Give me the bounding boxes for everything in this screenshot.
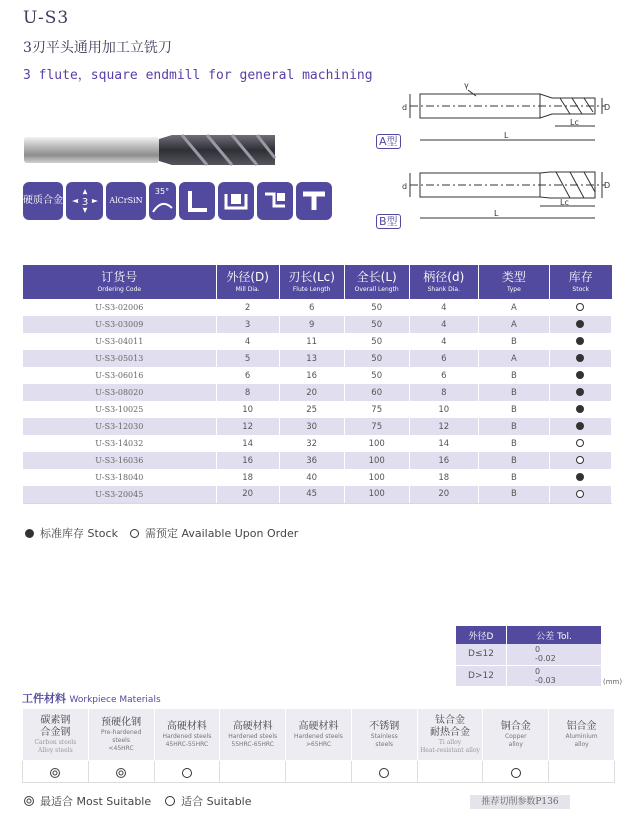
- cell-shank-dia: 8: [409, 384, 478, 401]
- cell-ordering-code: U-S3-18040: [23, 469, 216, 486]
- in-stock-icon: [576, 371, 584, 379]
- cell-mill-dia: 16: [216, 452, 279, 469]
- cell-stock: [549, 384, 611, 401]
- type-b-diagram: [380, 168, 620, 228]
- cell-type: B: [478, 469, 549, 486]
- header-stock: 库存 Stock: [549, 265, 611, 299]
- cell-overall-length: 100: [344, 469, 409, 486]
- cell-type: B: [478, 367, 549, 384]
- type-b-label: B型: [376, 214, 401, 229]
- tol-header-tol: 公差 Tol.: [507, 626, 602, 644]
- material-name-en: Carbon steels Alloy steels: [34, 738, 77, 754]
- helix-angle: 35°: [154, 187, 170, 196]
- cell-overall-length: 75: [344, 418, 409, 435]
- cell-stock: [549, 316, 611, 333]
- material-suitability-cell: [351, 761, 417, 783]
- tol-range: D>12: [456, 665, 507, 686]
- most-suitable-icon: [24, 796, 34, 806]
- cell-mill-dia: 2: [216, 299, 279, 316]
- cell-mill-dia: 6: [216, 367, 279, 384]
- product-title-cn: 3刃平头通用加工立铣刀: [23, 40, 172, 56]
- cell-ordering-code: U-S3-04011: [23, 333, 216, 350]
- cell-flute-length: 25: [279, 401, 344, 418]
- helix-angle-icon: [149, 182, 176, 220]
- table-row: [23, 384, 612, 401]
- header-flute-length: 刃长(Lc) Flute Length: [279, 265, 344, 299]
- table-row: [23, 469, 612, 486]
- cell-overall-length: 100: [344, 452, 409, 469]
- material-column-header: [23, 709, 89, 761]
- stock-legend-text: 标准库存 Stock: [40, 527, 118, 540]
- order-open-icon: [130, 529, 139, 538]
- dim-D-label: D: [604, 103, 611, 112]
- suitable-icon: [165, 796, 175, 806]
- material-name-en: Pre-hardened steels <45HRC: [100, 728, 142, 752]
- upon-order-icon: [576, 439, 584, 447]
- material-suitability-cell: [220, 761, 286, 783]
- material-name-en: Aluminium alloy: [565, 732, 598, 748]
- cell-shank-dia: 16: [409, 452, 478, 469]
- header-overall-length: 全长(L) Overall Length: [344, 265, 409, 299]
- cell-ordering-code: U-S3-02006: [23, 299, 216, 316]
- cell-flute-length: 16: [279, 367, 344, 384]
- material-name-cn: 高硬材料: [232, 720, 273, 732]
- most-suitable-icon: [116, 768, 126, 778]
- table-row: [23, 316, 612, 333]
- cell-flute-length: 30: [279, 418, 344, 435]
- side-milling-icon: [257, 182, 293, 220]
- cell-overall-length: 100: [344, 486, 409, 503]
- material-column-header: [154, 709, 220, 761]
- cell-overall-length: 50: [344, 350, 409, 367]
- workpiece-title: 工件材料 Workpiece Materials: [22, 692, 161, 705]
- dim-L-label-b: L: [494, 209, 499, 218]
- material-name-en: Stainless steels: [370, 732, 398, 748]
- cell-mill-dia: 14: [216, 435, 279, 452]
- cell-overall-length: 50: [344, 299, 409, 316]
- material-name-cn: 预硬化钢: [101, 716, 142, 728]
- product-title-en: 3 flute，square endmill for general machining: [23, 68, 373, 83]
- type-a-diagram: [380, 82, 620, 152]
- material-name-en: Ti alloy Heat-resistant alloy: [420, 738, 480, 754]
- material-column-header: [88, 709, 154, 761]
- cell-type: B: [478, 384, 549, 401]
- most-suitable-text: 最适合 Most Suitable: [40, 795, 152, 808]
- cell-stock: [549, 350, 611, 367]
- material-name-cn: 高硬材料: [166, 720, 207, 732]
- cell-flute-length: 32: [279, 435, 344, 452]
- table-row: [23, 452, 612, 469]
- cell-ordering-code: U-S3-05013: [23, 350, 216, 367]
- material-column-header: [549, 709, 615, 761]
- cell-overall-length: 100: [344, 435, 409, 452]
- header-mill-dia: 外径(D) Mill Dia.: [216, 265, 279, 299]
- cell-mill-dia: 12: [216, 418, 279, 435]
- ordering-table-header: [23, 265, 612, 299]
- tol-row: [456, 665, 602, 686]
- material-name-cn: 不锈钢: [369, 720, 400, 732]
- dim-d-label-b: d: [402, 182, 408, 191]
- type-a-label: A型: [376, 134, 401, 149]
- material-name-cn: 高硬材料: [298, 720, 339, 732]
- cell-shank-dia: 12: [409, 418, 478, 435]
- material-suitability-cell: [483, 761, 549, 783]
- in-stock-icon: [576, 388, 584, 396]
- material-suitability-cell: [154, 761, 220, 783]
- cell-shank-dia: 20: [409, 486, 478, 503]
- suitability-legend: [24, 793, 252, 809]
- cell-stock: [549, 452, 611, 469]
- in-stock-icon: [576, 320, 584, 328]
- upon-order-icon: [576, 456, 584, 464]
- cell-overall-length: 75: [344, 401, 409, 418]
- dim-Lc-label-b: Lc: [560, 198, 569, 207]
- in-stock-icon: [576, 354, 584, 362]
- cell-stock: [549, 435, 611, 452]
- cell-mill-dia: 8: [216, 384, 279, 401]
- cell-mill-dia: 3: [216, 316, 279, 333]
- cell-flute-length: 13: [279, 350, 344, 367]
- unit-label: (mm): [603, 678, 623, 686]
- cell-stock: [549, 486, 611, 503]
- cell-type: A: [478, 316, 549, 333]
- cell-flute-length: 11: [279, 333, 344, 350]
- cell-overall-length: 60: [344, 384, 409, 401]
- cell-ordering-code: U-S3-20045: [23, 486, 216, 503]
- cell-shank-dia: 18: [409, 469, 478, 486]
- cell-ordering-code: U-S3-12030: [23, 418, 216, 435]
- upon-order-icon: [576, 303, 584, 311]
- cell-flute-length: 36: [279, 452, 344, 469]
- table-row: [23, 350, 612, 367]
- material-column-header: [417, 709, 483, 761]
- cell-flute-length: 9: [279, 316, 344, 333]
- cell-ordering-code: U-S3-14032: [23, 435, 216, 452]
- dim-gamma-label: γ: [464, 82, 469, 90]
- tol-range: D≤12: [456, 644, 507, 665]
- tol-row: [456, 644, 602, 665]
- cell-flute-length: 40: [279, 469, 344, 486]
- material-name-cn: 碳素钢 合金钢: [40, 714, 71, 738]
- cell-ordering-code: U-S3-06016: [23, 367, 216, 384]
- material-name-en: Hardened steels 45HRC-55HRC: [162, 732, 212, 748]
- cell-shank-dia: 6: [409, 350, 478, 367]
- cell-shank-dia: 10: [409, 401, 478, 418]
- cell-type: B: [478, 435, 549, 452]
- cell-stock: [549, 418, 611, 435]
- most-suitable-icon: [50, 768, 60, 778]
- cell-ordering-code: U-S3-08020: [23, 384, 216, 401]
- dim-Lc-label: Lc: [570, 118, 579, 127]
- dim-D-label-b: D: [604, 181, 611, 190]
- cell-type: B: [478, 401, 549, 418]
- carbide-badge: 硬质合金: [23, 182, 63, 220]
- slotting-icon: [218, 182, 254, 220]
- in-stock-icon: [576, 422, 584, 430]
- tol-header-dia: 外径D: [456, 626, 507, 644]
- cell-shank-dia: 4: [409, 299, 478, 316]
- material-name-cn: 铝合金: [566, 720, 597, 732]
- in-stock-icon: [576, 405, 584, 413]
- material-suitability-cell: [286, 761, 352, 783]
- cell-shank-dia: 4: [409, 333, 478, 350]
- three-flute-icon: [66, 182, 103, 220]
- cell-stock: [549, 367, 611, 384]
- product-code: U-S3: [23, 8, 70, 28]
- cell-stock: [549, 299, 611, 316]
- cell-overall-length: 50: [344, 333, 409, 350]
- cell-shank-dia: 4: [409, 316, 478, 333]
- cell-stock: [549, 401, 611, 418]
- suitable-icon: [511, 768, 521, 778]
- cell-stock: [549, 333, 611, 350]
- flute-count: 3: [81, 197, 88, 208]
- endmill-photo: [22, 130, 277, 170]
- material-column-header: [483, 709, 549, 761]
- table-row: [23, 333, 612, 350]
- cell-overall-length: 50: [344, 316, 409, 333]
- coating-badge: AlCrSiN: [106, 182, 146, 220]
- material-name-en: Copper alloy: [504, 732, 527, 748]
- material-name-cn: 铜合金: [500, 720, 531, 732]
- cutting-parameter-reference: 推荐切削参数P136: [470, 795, 570, 809]
- cell-ordering-code: U-S3-10025: [23, 401, 216, 418]
- upon-order-icon: [576, 490, 584, 498]
- t-slot-icon: [296, 182, 332, 220]
- table-row: [23, 367, 612, 384]
- cell-shank-dia: 6: [409, 367, 478, 384]
- cell-type: A: [478, 299, 549, 316]
- header-shank-dia: 柄径(d) Shank Dia.: [409, 265, 478, 299]
- stock-legend: [25, 525, 298, 541]
- material-suitability-cell: [23, 761, 89, 783]
- table-row: [23, 401, 612, 418]
- cell-type: B: [478, 486, 549, 503]
- cell-type: B: [478, 333, 549, 350]
- suitable-icon: [379, 768, 389, 778]
- stock-filled-icon: [25, 529, 34, 538]
- material-column-header: [351, 709, 417, 761]
- suitable-text: 适合 Suitable: [181, 795, 252, 808]
- table-row: [23, 435, 612, 452]
- material-suitability-cell: [549, 761, 615, 783]
- material-column-header: [220, 709, 286, 761]
- cell-shank-dia: 14: [409, 435, 478, 452]
- table-row: [23, 299, 612, 316]
- material-column-header: [286, 709, 352, 761]
- tol-value: 0 -0.02: [507, 644, 602, 665]
- ordering-table: [23, 265, 612, 504]
- material-name-cn: 钛合金 耐热合金: [430, 714, 470, 738]
- table-row: [23, 418, 612, 435]
- tolerance-table: [456, 626, 602, 687]
- cell-mill-dia: 4: [216, 333, 279, 350]
- cell-overall-length: 50: [344, 367, 409, 384]
- cell-type: B: [478, 418, 549, 435]
- suitable-icon: [182, 768, 192, 778]
- header-type: 类型 Type: [478, 265, 549, 299]
- cell-mill-dia: 10: [216, 401, 279, 418]
- feature-badges: [23, 182, 332, 220]
- cell-mill-dia: 18: [216, 469, 279, 486]
- workpiece-table: [22, 708, 615, 783]
- cell-mill-dia: 5: [216, 350, 279, 367]
- material-name-en: Hardened steels >65HRC: [294, 732, 343, 748]
- cell-type: A: [478, 350, 549, 367]
- cell-flute-length: 45: [279, 486, 344, 503]
- material-suitability-cell: [88, 761, 154, 783]
- dim-d-label: d: [402, 103, 408, 112]
- tol-value: 0 -0.03: [507, 665, 602, 686]
- in-stock-icon: [576, 473, 584, 481]
- cell-flute-length: 6: [279, 299, 344, 316]
- header-ordering-code: 订货号 Ordering Code: [23, 265, 216, 299]
- cell-stock: [549, 469, 611, 486]
- dim-L-label: L: [504, 131, 509, 140]
- cell-type: B: [478, 452, 549, 469]
- cell-ordering-code: U-S3-03009: [23, 316, 216, 333]
- cell-mill-dia: 20: [216, 486, 279, 503]
- table-row: [23, 486, 612, 503]
- cell-flute-length: 20: [279, 384, 344, 401]
- material-suitability-cell: [417, 761, 483, 783]
- material-name-en: Hardened steels 55HRC-65HRC: [228, 732, 278, 748]
- cell-ordering-code: U-S3-16036: [23, 452, 216, 469]
- square-end-icon: [179, 182, 215, 220]
- in-stock-icon: [576, 337, 584, 345]
- order-legend-text: 需预定 Available Upon Order: [144, 527, 299, 540]
